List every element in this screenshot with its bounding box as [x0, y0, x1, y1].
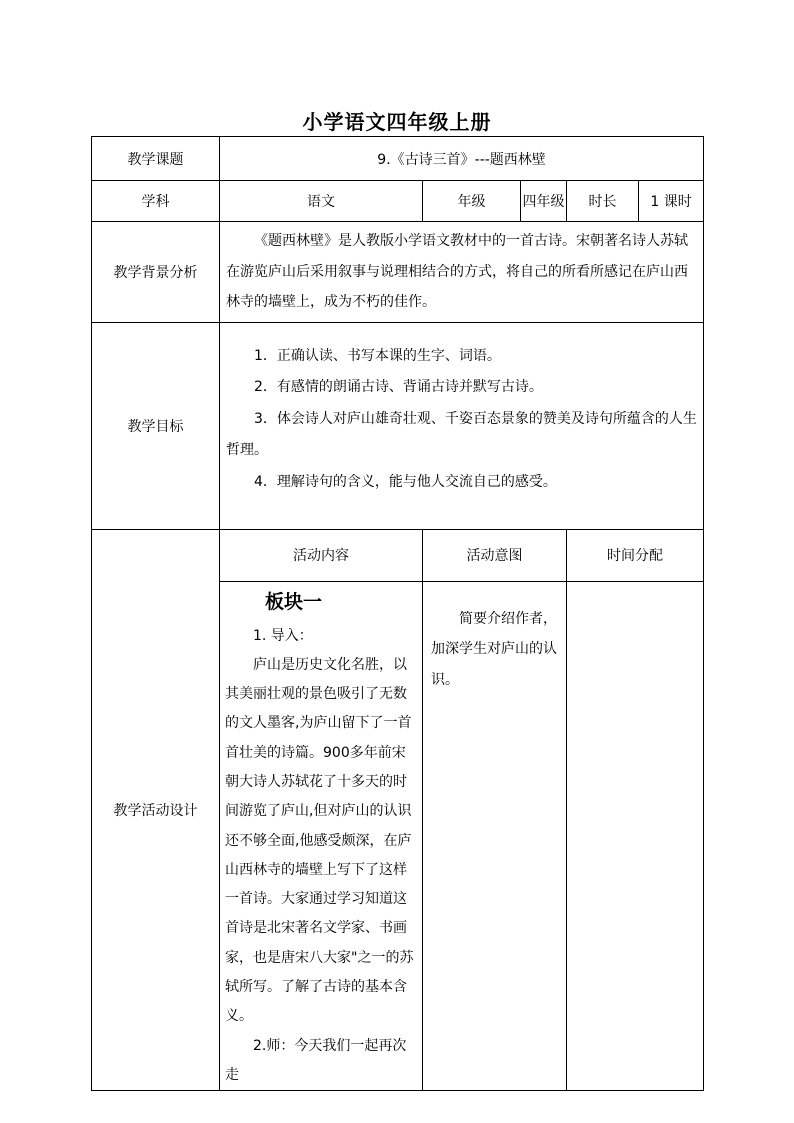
goal-item: 2．有感情的朗诵古诗、背诵古诗并默写古诗。	[254, 379, 543, 395]
header-purpose: 活动意图	[423, 529, 567, 581]
background-text: 《题西林壁》是人教版小学语文教材中的一首古诗。宋朝著名诗人苏轼在游览庐山后采用叙事与说理相结合的方式，将自己的所看所感记在庐山西林寺的墙壁上，成为不朽的佳作。	[226, 233, 688, 310]
goal-item: 3．体会诗人对庐山雄奇壮观、千姿百态景象的赞美及诗句所蕴含的人生哲理。	[226, 410, 697, 458]
subject-value: 语文	[220, 181, 423, 222]
grade-value: 四年级	[521, 181, 567, 222]
topic-value: 9.《古诗三首》---题西林壁	[220, 137, 704, 181]
step1-text: 庐山是历史文化名胜，以其美丽壮观的景色吸引了无数的文人墨客,为庐山留下了一首首壮美的诗篇。900多年前宋朝大诗人苏轼花了十多天的时间游览了庐山,但对庐山的认识还不够全面,他感受颇深，在庐山西林寺的墙壁上写下了这样一首诗。大家通过学习知道这首诗是北宋著名文学家、书画家，也是唐宋八大家"之一的苏轼所写。了解了古诗的基本含义。	[225, 656, 414, 1025]
subject-label: 学科	[92, 181, 220, 222]
grade-label: 年级	[423, 181, 521, 222]
activity-header-row	[92, 529, 704, 581]
lesson-plan-table	[91, 136, 704, 1091]
goal-item: 1．正确认读、书写本课的生字、词语。	[254, 347, 501, 364]
goals-list	[220, 322, 704, 529]
goal-item: 4．理解诗句的含义，能与他人交流自己的感受。	[254, 473, 557, 490]
block-title: 板块一	[265, 590, 323, 613]
header-content: 活动内容	[220, 529, 423, 581]
background-row	[92, 222, 704, 323]
document-title: 小学语文四年级上册	[302, 110, 492, 134]
duration-value: 1 课时	[639, 181, 704, 222]
topic-label: 教学课题	[92, 137, 220, 181]
activity-label: 教学活动设计	[92, 529, 220, 1091]
activity-purpose	[423, 581, 567, 1091]
activity-time	[567, 581, 704, 1091]
subject-row	[92, 181, 704, 222]
activity-content	[220, 581, 423, 1091]
duration-label: 时长	[567, 181, 639, 222]
goals-row	[92, 322, 704, 529]
header-time: 时间分配	[567, 529, 704, 581]
topic-row	[92, 137, 704, 181]
goals-label: 教学目标	[92, 322, 220, 529]
purpose-text: 简要介绍作者，加深学生对庐山的认识。	[431, 610, 557, 688]
step2-text: 2.师：今天我们一起再次走	[225, 1037, 407, 1083]
background-label: 教学背景分析	[92, 222, 220, 323]
step1-title: 1. 导入：	[253, 627, 313, 644]
